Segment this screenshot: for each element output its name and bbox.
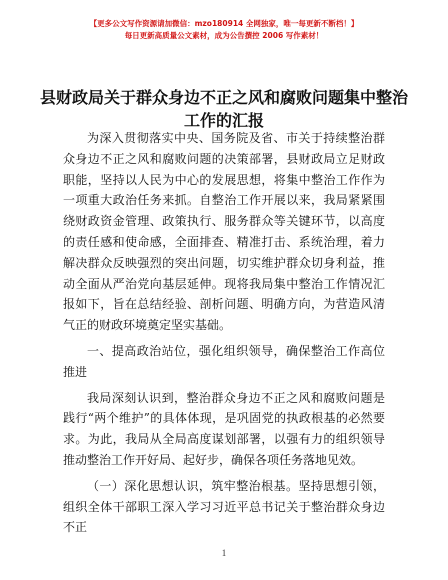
document-title: 县财政局关于群众身边不正之风和腐败问题集中整治工作的汇报 [40, 88, 409, 130]
intro-paragraph: 为深入贯彻落实中央、国务院及省、市关于持续整治群众身边不正之风和腐败问题的决策部署，县财政局立足财政职能，坚持以人民为中心的发展思想，将集中整治工作作为一项重大政治任务来抓。自整治工作开展以来，我局紧紧围绕财政资金管理、政策执行、服务群众等关键环节，以高度的责任感和使命感，全面排查、精准打击、系统治理，着力解决群众反映强烈的突出问题，切实维护群众切身利益，推动全面从严治党向基层延伸。现将我局集中整治工作情况汇报如下，旨在总结经验、剖析问题、明确方向，为营造风清气正的财政环境奠定坚实基础。 [63, 131, 385, 333]
document-body [63, 128, 385, 538]
promo-banner [0, 18, 448, 42]
promo-banner-line-1: 【更多公文写作资源请加微信：mzo180914 全网独家，唯一每更新不断档！】 [89, 19, 359, 28]
section-heading-1: 一、提高政治站位，强化组织领导，确保整治工作高位推进 [63, 343, 385, 379]
promo-banner-line-2: 每日更新高质量公文素材，成为公告撰控 2006 写作素材！ [124, 31, 324, 40]
subsection-1-paragraph: （一）深化思想认识，筑牢整治根基。坚持思想引领，组织全体干部职工深入学习习近平总书记关于整治群众身边不正 [63, 478, 385, 535]
section-1-paragraph: 我局深刻认识到，整治群众身边不正之风和腐败问题是践行“两个维护”的具体体现，是巩固党的执政根基的必然要求。为此，我局从全局高度谋划部署，以强有力的组织领导推动整治工作开好局、起好步，确保各项任务落地见效。 [63, 390, 385, 467]
page-number: 1 [221, 548, 227, 558]
